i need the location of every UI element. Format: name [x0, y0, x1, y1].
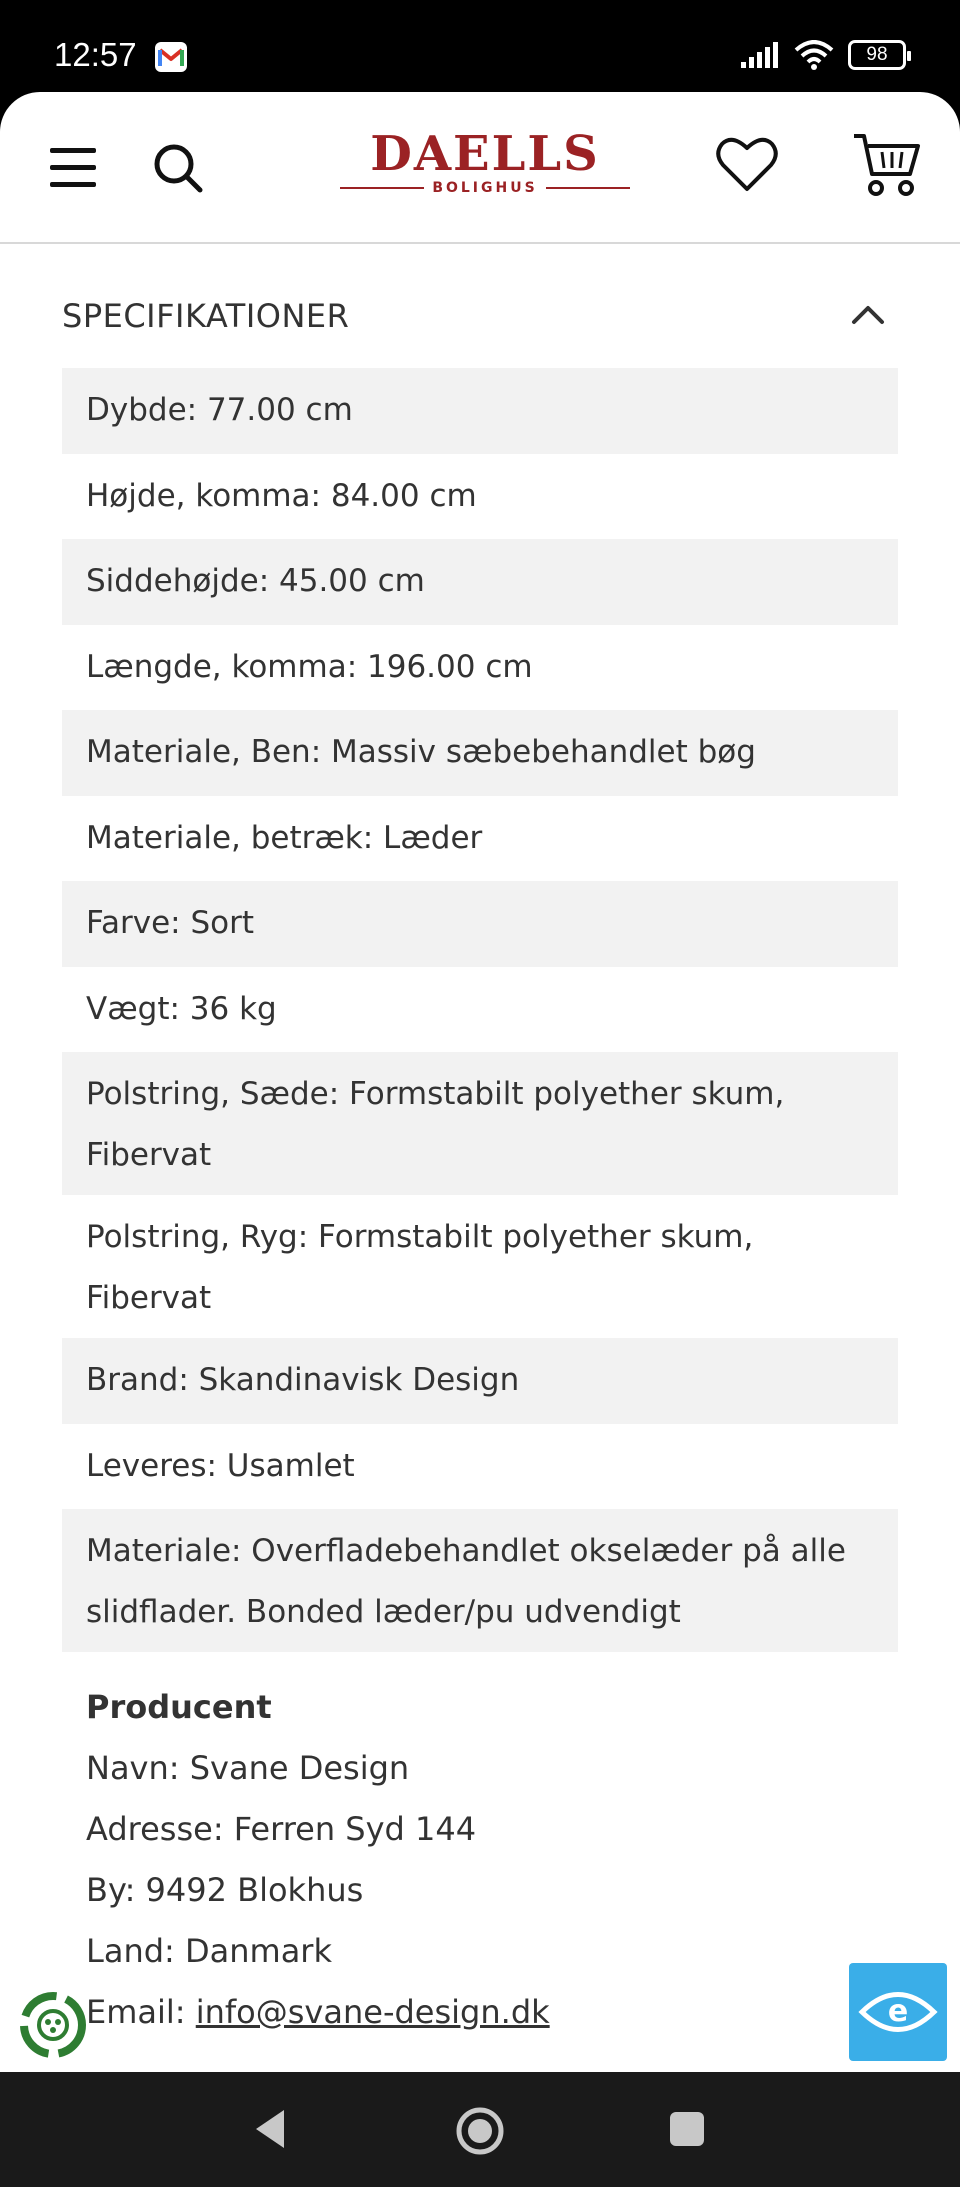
home-icon[interactable] — [455, 2106, 505, 2160]
spec-row: Materiale, betræk: Læder — [86, 819, 483, 856]
cart-icon[interactable] — [852, 132, 922, 202]
spec-row: Farve: Sort — [62, 881, 898, 967]
spec-list — [62, 368, 898, 1652]
spec-row: Brand: Skandinavisk Design — [62, 1338, 898, 1424]
logo-main: DAELLS — [370, 126, 600, 182]
spec-row: Materiale, Ben: Massiv sæbebehandlet bøg — [62, 710, 898, 796]
battery-level: 98 — [866, 44, 888, 65]
signal-icon — [740, 42, 780, 68]
spec-row: Siddehøjde: 45.00 cm — [62, 539, 898, 625]
chevron-up-icon[interactable] — [850, 302, 886, 330]
producer-email-label: Email: — [86, 1993, 196, 2031]
spec-row: Længde, komma: 196.00 cm — [86, 648, 533, 685]
spec-title: SPECIFIKATIONER — [62, 297, 350, 335]
accessibility-eye-button[interactable] — [849, 1963, 947, 2061]
producer-city: By: 9492 Blokhus — [86, 1871, 364, 1909]
spec-row: Dybde: 77.00 cm — [62, 368, 898, 454]
producer-email-row — [86, 1982, 886, 2043]
site-logo[interactable] — [340, 126, 630, 200]
logo-sub: BOLIGHUS — [432, 180, 538, 196]
back-icon[interactable] — [252, 2108, 288, 2154]
menu-icon[interactable] — [50, 148, 96, 188]
producer-name: Navn: Svane Design — [86, 1749, 410, 1787]
system-nav-bar — [0, 2072, 960, 2187]
producer-info — [86, 1677, 886, 2043]
status-time: 12:57 — [54, 36, 137, 73]
recent-apps-icon[interactable] — [670, 2112, 704, 2146]
producer-country: Land: Danmark — [86, 1932, 332, 1970]
wifi-icon — [794, 40, 834, 70]
producer-title: Producent — [86, 1688, 272, 1726]
heart-icon[interactable] — [716, 134, 778, 198]
producer-email-link[interactable]: info@svane-design.dk — [195, 1993, 550, 2031]
spec-row: Vægt: 36 kg — [86, 990, 277, 1027]
spec-row: Leveres: Usamlet — [86, 1447, 355, 1484]
spec-row: Polstring, Sæde: Formstabilt polyether skum, Fibervat — [62, 1052, 898, 1195]
spec-row: Materiale: Overfladebehandlet okselæder på alle slidflader. Bonded læder/pu udvendigt — [62, 1509, 898, 1652]
svg-text:e: e — [887, 1994, 909, 2029]
recycle-badge-icon[interactable] — [18, 1990, 88, 2060]
spec-accordion-header[interactable] — [62, 286, 898, 346]
site-header — [0, 92, 960, 244]
gmail-icon — [155, 42, 187, 72]
battery-icon — [848, 40, 906, 70]
producer-address: Adresse: Ferren Syd 144 — [86, 1810, 477, 1848]
spec-row: Polstring, Ryg: Formstabilt polyether skum, Fibervat — [86, 1219, 754, 1316]
status-bar — [0, 0, 960, 100]
search-icon[interactable] — [150, 140, 206, 200]
spec-row: Højde, komma: 84.00 cm — [86, 477, 477, 514]
